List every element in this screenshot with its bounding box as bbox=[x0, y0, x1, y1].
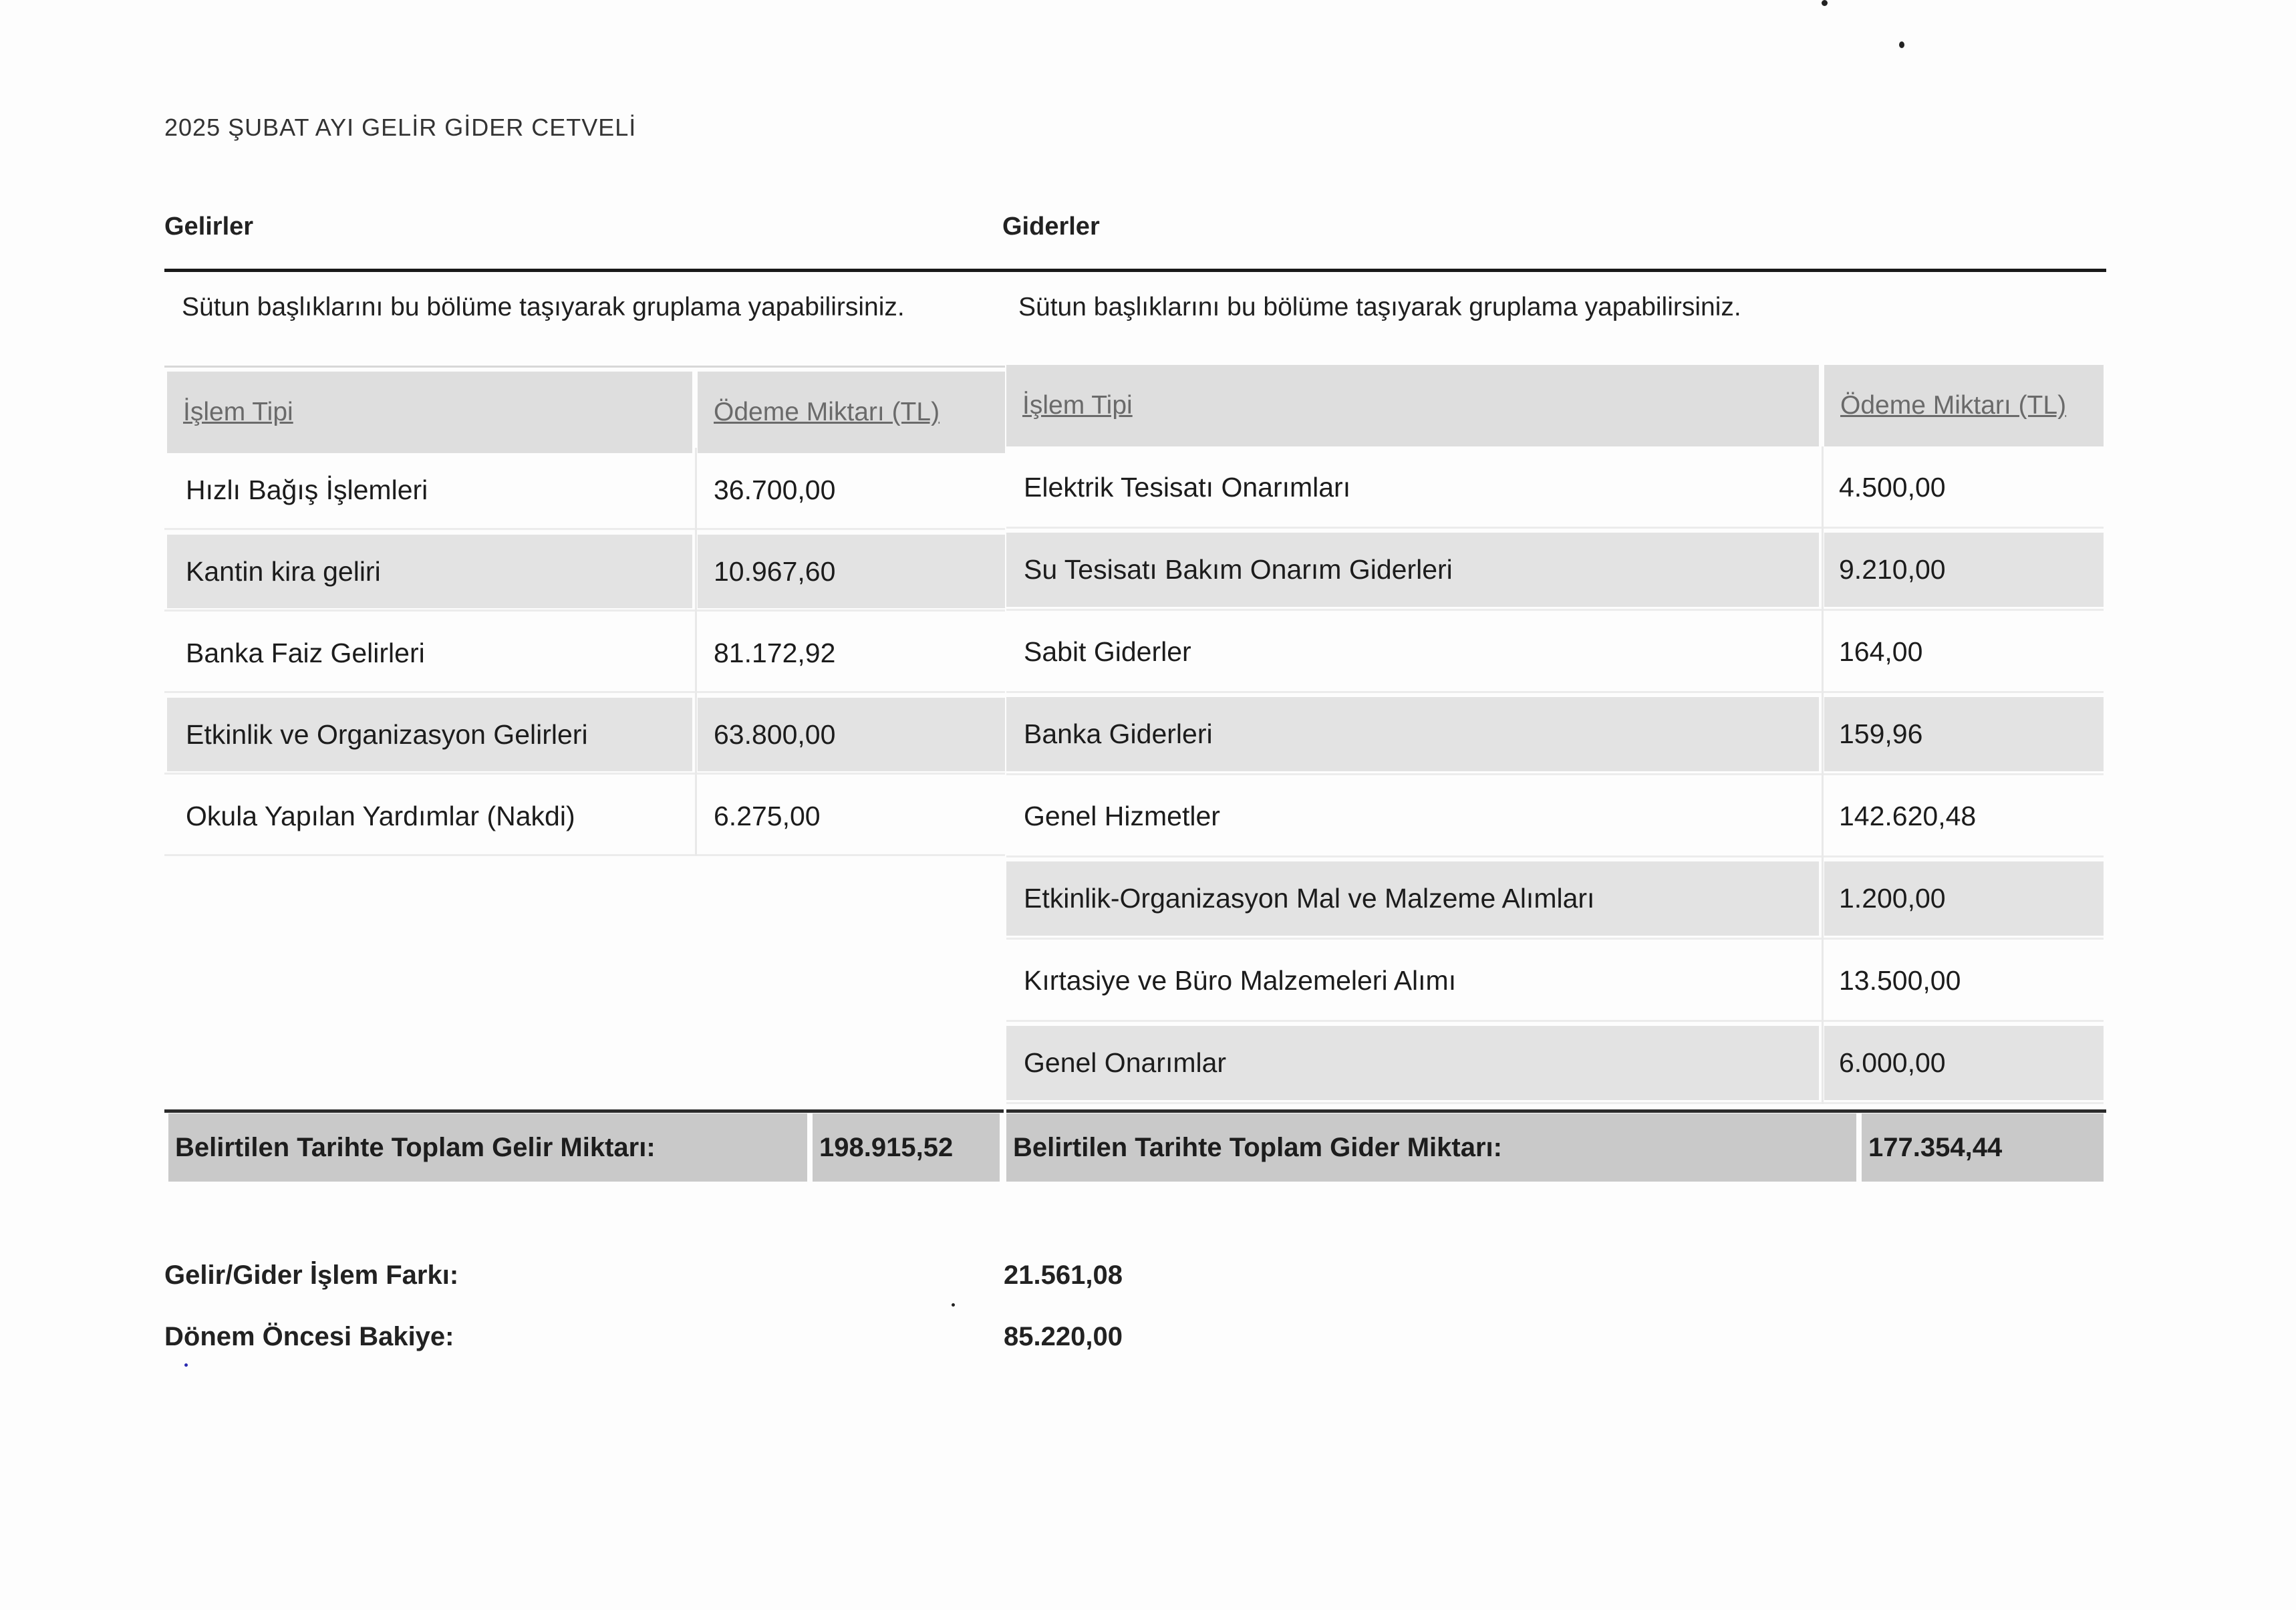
expense-row-amount: 6.000,00 bbox=[1824, 1026, 2104, 1100]
expense-row-amount: 159,96 bbox=[1824, 697, 2104, 771]
income-total-label: Belirtilen Tarihte Toplam Gelir Miktarı: bbox=[168, 1113, 807, 1182]
scan-speck bbox=[1899, 41, 1904, 48]
expense-section-title: Giderler bbox=[1002, 213, 1100, 241]
income-row-amount: 63.800,00 bbox=[698, 698, 1005, 771]
expense-total-value: 177.354,44 bbox=[1862, 1113, 2104, 1182]
scan-speck bbox=[184, 1363, 188, 1367]
expense-row-type: Elektrik Tesisatı Onarımları bbox=[1024, 472, 1351, 503]
expense-col-header-amount[interactable]: Ödeme Miktarı (TL) bbox=[1824, 365, 2104, 446]
expense-row-type: Kırtasiye ve Büro Malzemeleri Alımı bbox=[1024, 965, 1457, 996]
expense-row-type: Su Tesisatı Bakım Onarım Giderleri bbox=[1006, 533, 1819, 607]
income-group-hint: Sütun başlıklarını bu bölüme taşıyarak gruplama yapabilirsiniz. bbox=[182, 293, 905, 321]
row-divider bbox=[164, 691, 1005, 693]
expense-row-type: Genel Onarımlar bbox=[1006, 1026, 1819, 1100]
expense-row-amount: 1.200,00 bbox=[1824, 861, 2104, 936]
expense-col-header-type[interactable]: İşlem Tipi bbox=[1006, 365, 1819, 446]
expense-row-type: Sabit Giderler bbox=[1024, 636, 1191, 667]
income-total-rule bbox=[164, 1109, 1004, 1113]
expense-column-divider bbox=[1822, 446, 1824, 1104]
income-row-amount: 36.700,00 bbox=[714, 474, 836, 505]
row-divider bbox=[1006, 609, 2104, 611]
income-col-header-type[interactable]: İşlem Tipi bbox=[167, 372, 692, 453]
income-row-amount: 81.172,92 bbox=[714, 637, 836, 668]
row-divider bbox=[1006, 527, 2104, 529]
income-row-type: Hızlı Bağış İşlemleri bbox=[186, 474, 428, 505]
income-row-type: Etkinlik ve Organizasyon Gelirleri bbox=[167, 698, 692, 771]
row-divider bbox=[164, 773, 1005, 775]
previous-balance-label: Dönem Öncesi Bakiye: bbox=[164, 1322, 454, 1351]
row-divider bbox=[1006, 1102, 2104, 1104]
row-divider bbox=[164, 610, 1005, 612]
income-table-top-border bbox=[164, 366, 1005, 368]
expense-row-amount: 164,00 bbox=[1839, 636, 1923, 667]
expense-row-amount: 142.620,48 bbox=[1839, 801, 1977, 831]
income-section-title: Gelirler bbox=[164, 213, 254, 241]
expense-row-amount: 9.210,00 bbox=[1824, 533, 2104, 607]
row-divider bbox=[1006, 773, 2104, 775]
scan-speck bbox=[952, 1303, 955, 1307]
income-col-header-amount[interactable]: Ödeme Miktarı (TL) bbox=[698, 372, 1005, 453]
row-divider bbox=[164, 528, 1005, 530]
expense-row-amount: 4.500,00 bbox=[1839, 472, 1946, 503]
scan-speck bbox=[1822, 0, 1828, 6]
document-title: 2025 ŞUBAT AYI GELİR GİDER CETVELİ bbox=[164, 114, 637, 141]
expense-row-amount: 13.500,00 bbox=[1839, 965, 1961, 996]
row-divider bbox=[1006, 1020, 2104, 1022]
income-column-divider bbox=[695, 448, 697, 855]
income-row-amount: 6.275,00 bbox=[714, 800, 821, 831]
previous-balance-value: 85.220,00 bbox=[1004, 1322, 1123, 1351]
income-row-type: Banka Faiz Gelirleri bbox=[186, 637, 425, 668]
expense-row-type: Banka Giderleri bbox=[1006, 697, 1819, 771]
difference-label: Gelir/Gider İşlem Farkı: bbox=[164, 1260, 459, 1290]
header-divider bbox=[164, 269, 2106, 272]
income-total-value: 198.915,52 bbox=[813, 1113, 1000, 1182]
difference-value: 21.561,08 bbox=[1004, 1260, 1123, 1290]
expense-group-hint: Sütun başlıklarını bu bölüme taşıyarak gruplama yapabilirsiniz. bbox=[1018, 293, 1741, 321]
row-divider bbox=[1006, 855, 2104, 857]
row-divider bbox=[1006, 938, 2104, 940]
income-row-amount: 10.967,60 bbox=[698, 535, 1005, 608]
row-divider bbox=[164, 854, 1005, 856]
income-row-type: Kantin kira geliri bbox=[167, 535, 692, 608]
expense-row-type: Genel Hizmetler bbox=[1024, 801, 1220, 831]
expense-row-type: Etkinlik-Organizasyon Mal ve Malzeme Alımları bbox=[1006, 861, 1819, 936]
expense-total-rule bbox=[1006, 1109, 2106, 1113]
income-row-type: Okula Yapılan Yardımlar (Nakdi) bbox=[186, 800, 575, 831]
row-divider bbox=[1006, 691, 2104, 693]
expense-total-label: Belirtilen Tarihte Toplam Gider Miktarı: bbox=[1006, 1113, 1856, 1182]
